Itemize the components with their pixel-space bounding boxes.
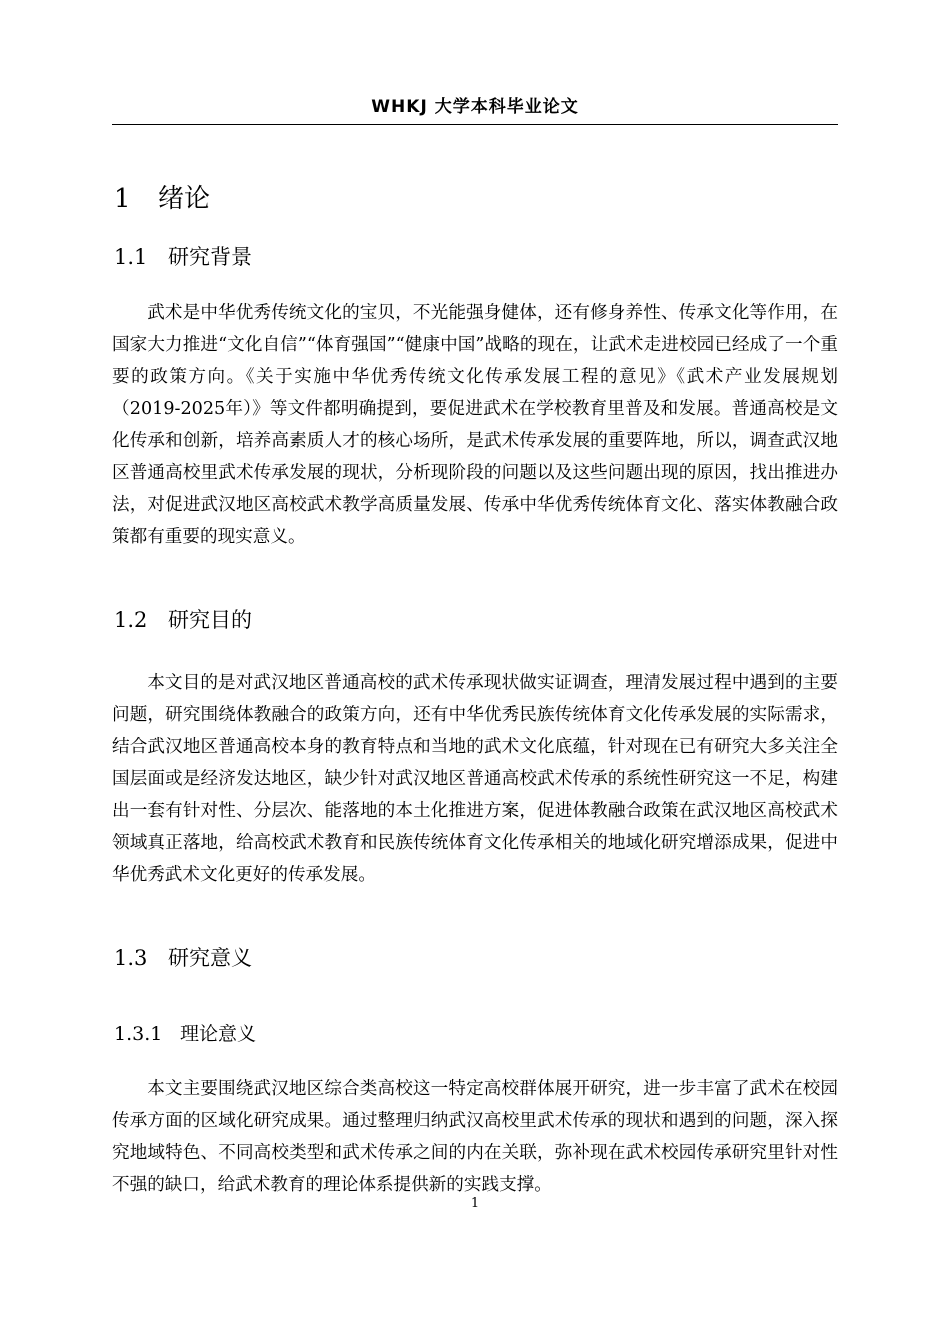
subsection-heading-theory	[114, 1019, 256, 1046]
chapter-heading	[114, 178, 210, 215]
section-number: 1.3	[114, 946, 148, 970]
page-number: 1	[470, 1196, 480, 1211]
subsection-title: 理论意义	[180, 1023, 257, 1045]
paragraph-theory: 本文主要围绕武汉地区综合类高校这一特定高校群体展开研究，进一步丰富了武术在校园传承方面的区域化研究成果。通过整理归纳武汉高校里武术传承的现状和遇到的问题，深入探究地域特色、不同高校类型和武术传承之间的内在关联，弥补现在武术校园传承研究里针对性不强的缺口，给武术教育的理论体系提供新的实践支撑。	[112, 1079, 838, 1195]
section-title: 研究目的	[168, 608, 252, 632]
subsection-number: 1.3.1	[114, 1023, 163, 1045]
running-header: WHKJ 大学本科毕业论文	[371, 97, 579, 117]
chapter-title: 绪论	[158, 184, 211, 214]
paragraph-background: 武术是中华优秀传统文化的宝贝，不光能强身健体，还有修身养性、传承文化等作用，在国家大力推进“文化自信”“体育强国”“健康中国”战略的现在，让武术走进校园已经成了一个重要的政策方向。《关于实施中华优秀传统文化传承发展工程的意见》《武术产业发展规划（2019-2025年）》等文件都明确提到，要促进武术在学校教育里普及和发展。普通高校是文化传承和创新，培养高素质人才的核心场所，是武术传承发展的重要阵地，所以，调查武汉地区普通高校里武术传承发展的现状，分析现阶段的问题以及这些问题出现的原因，找出推进办法，对促进武汉地区高校武术教学高质量发展、传承中华优秀传统体育文化、落实体教融合政策都有重要的现实意义。	[112, 303, 838, 547]
chapter-number: 1	[114, 184, 131, 214]
section-title: 研究意义	[168, 946, 252, 970]
section-title: 研究背景	[168, 245, 252, 269]
section-heading-significance	[114, 942, 252, 972]
section-heading-purpose	[114, 604, 252, 634]
section-heading-background	[114, 241, 252, 271]
section-number: 1.1	[114, 245, 148, 269]
header-rule	[112, 124, 838, 125]
paragraph-purpose: 本文目的是对武汉地区普通高校的武术传承现状做实证调查，理清发展过程中遇到的主要问题，研究围绕体教融合的政策方向，还有中华优秀民族传统体育文化传承发展的实际需求，结合武汉地区普通高校本身的教育特点和当地的武术文化底蕴，针对现在已有研究大多关注全国层面或是经济发达地区，缺少针对武汉地区普通高校武术传承的系统性研究这一不足，构建出一套有针对性、分层次、能落地的本土化推进方案，促进体教融合政策在武汉地区高校武术领域真正落地，给高校武术教育和民族传统体育文化传承相关的地域化研究增添成果，促进中华优秀武术文化更好的传承发展。	[112, 673, 838, 885]
section-number: 1.2	[114, 608, 148, 632]
